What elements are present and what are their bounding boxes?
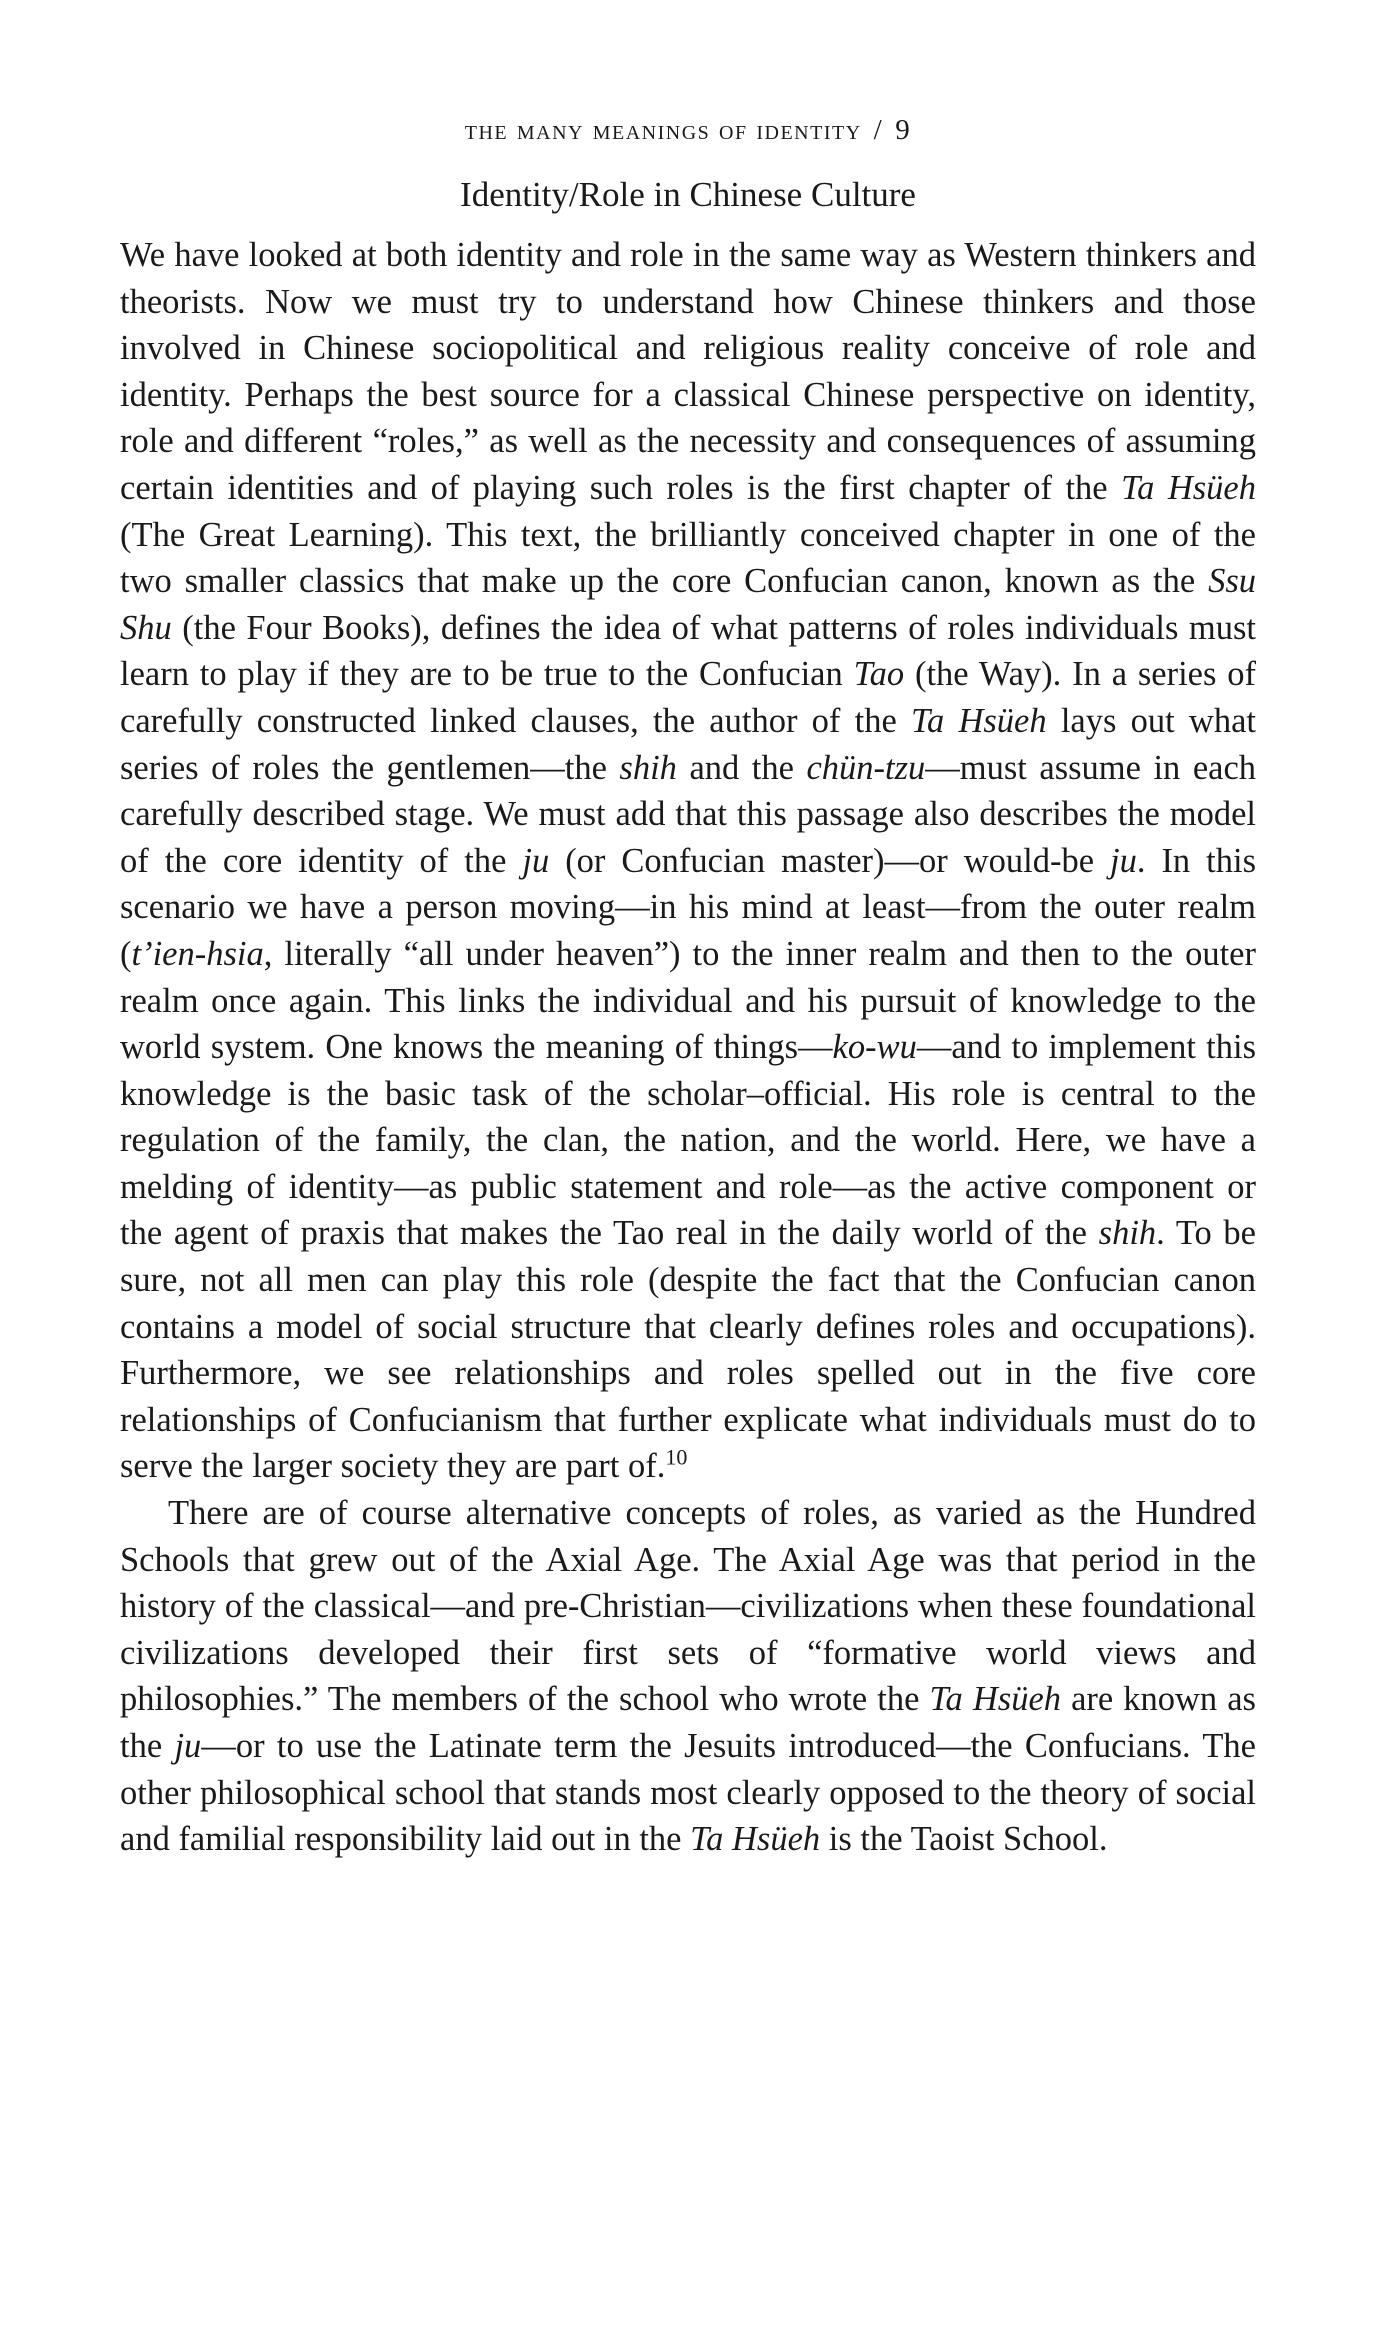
section-title: Identity/Role in Chinese Culture [460, 175, 916, 214]
italic-term: Ta Hsüeh [910, 701, 1047, 740]
italic-term: shih [619, 748, 677, 787]
text-run: There are of course alternative concepts of roles, as varied as the Hundred Schools that grew out of the Axial Age. The Axial Age was that period in the history of the classical—and pre-Christian—civilizations when these foundational civilizations developed their first sets of “formative world views and philosophies.” The members of the school who wrote the [120, 1494, 1256, 1719]
paragraph-1 [120, 232, 1256, 1490]
text-run: . To be sure, not all men can play this role (despite the fact that the Confucian canon contains a model of social structure that clearly defines roles and occupations). Furthermore, we see relationships and roles spelled out in the five core relationships of Confucianism that further explicate what individuals must do to serve the larger society they are part of. [120, 1214, 1256, 1486]
italic-term: Ta Hsüeh [1121, 468, 1256, 507]
book-page [120, 110, 1256, 1863]
italic-term: ju [522, 841, 550, 880]
text-run: We have looked at both identity and role in the same way as Western thinkers and theorists. Now we must try to understand how Chinese thinkers and those involved in Chinese sociopolitical and religious reality conceive of role and identity. Perhaps the best source for a classical Chinese perspective on identity, role and different “roles,” as well as the necessity and consequences of assuming certain identities and of playing such roles is the first chapter of the [120, 236, 1256, 507]
page-number: 9 [895, 114, 912, 146]
text-run: —and to implement this knowledge is the basic task of the scholar–official. His role is central to the regulation of the family, the clan, the nation, and the world. Here, we have a melding of identity—as public statement and role—as the active component or the agent of praxis that makes the Tao real in the daily world of the [120, 1028, 1257, 1253]
text-run: lays out what series of roles the gentlemen—the [120, 701, 1256, 787]
italic-term: t’ien-hsia [131, 934, 264, 973]
paragraph-2 [120, 1490, 1256, 1863]
running-title: the many meanings of identity [464, 114, 862, 146]
running-head-separator: / [873, 114, 884, 146]
text-run: , literally “all under heaven”) to the inner realm and then to the outer realm once again. This links the individual and his pursuit of knowledge to the world system. One knows the meaning of things— [120, 934, 1256, 1067]
italic-term: chün-tzu [806, 748, 926, 787]
text-run: (the Way). In a series of carefully constructed linked clauses, the author of the [120, 655, 1256, 740]
footnote-reference: 10 [665, 1444, 688, 1470]
italic-term: ko-wu [832, 1028, 917, 1067]
text-run: (or Confucian master)—or would-be [549, 841, 1110, 880]
italic-term: Tao [853, 655, 905, 694]
italic-term: Ta Hsüeh [690, 1820, 821, 1859]
italic-term: ju [1110, 841, 1137, 880]
italic-term: shih [1098, 1214, 1157, 1253]
text-run: (The Great Learning). This text, the brilliantly conceived chapter in one of the two smaller classics that make up the core Confucian canon, known as the [120, 515, 1256, 601]
text-run: (the Four Books), defines the idea of what patterns of roles individuals must learn to play if they are to be true to the Confucian [120, 608, 1256, 694]
text-run: and the [676, 748, 807, 787]
running-head [120, 110, 1256, 150]
text-run: —must assume in each carefully described stage. We must add that this passage also describes the model of the core identity of the [120, 748, 1257, 880]
text-run: are known as the [120, 1680, 1256, 1765]
text-run: is the Taoist School. [820, 1820, 1108, 1859]
body-text [120, 232, 1256, 1863]
italic-term: ju [174, 1727, 202, 1765]
text-run: . In this scenario we have a person moving—in his mind at least—from the outer realm ( [120, 841, 1256, 973]
text-run: —or to use the Latinate term the Jesuits introduced—the Confucians. The other philosophical school that stands most clearly opposed to the theory of social and familial responsibility laid out in the [120, 1727, 1256, 1859]
italic-term: Ta Hsüeh [929, 1680, 1062, 1719]
italic-term: Ssu Shu [120, 562, 1256, 647]
